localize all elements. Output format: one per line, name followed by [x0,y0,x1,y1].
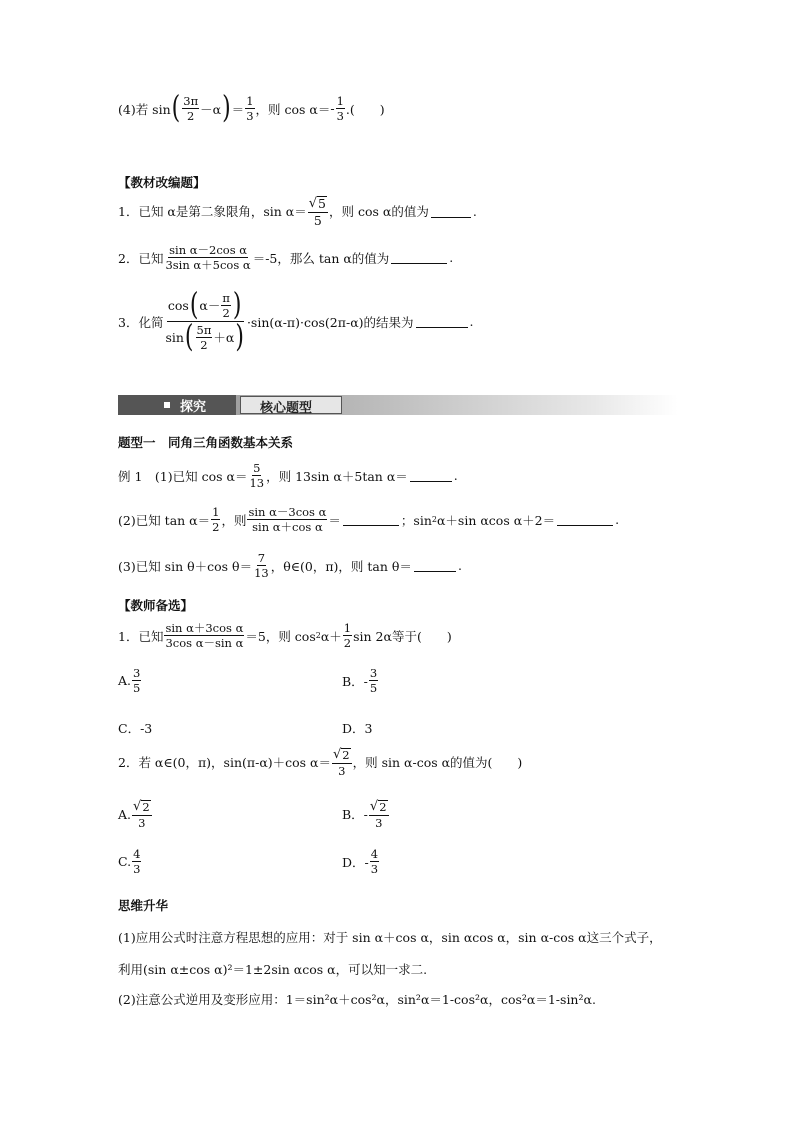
answer-blank[interactable] [416,315,468,328]
choice-a[interactable]: A. $\frac{3}{5}$ [118,666,141,696]
textbook-q3: 3．化简 cos ( α－ $\frac{\pi}{2}$ ) sin ( $\frac{5\pi}{2}$ ＋α ) ·sin(α-π)·cos(2π-α)的结果为 . [118,287,474,355]
summary-line-2: 利用(sin α±cos α)²＝1±2sin αcos α，可以知一求二. [118,962,428,977]
choice-c[interactable]: C．-3 [118,721,153,736]
textbook-q1: 1．已知 α是第二象限角，sin α＝ √ 5 5 ，则 cos α的值为 . [118,196,477,228]
choice-a[interactable]: A. √ 2 3 [118,799,150,830]
choice-b[interactable]: B．- $\frac{3}{5}$ [342,666,378,696]
answer-blank[interactable] [414,559,456,572]
answer-blank[interactable] [431,205,471,218]
teacher-q2: 2．若 α∈(0，π)，sin(π-α)＋cos α＝ √ 2 3 ，则 sin α-cos α的值为( ) [118,747,523,778]
answer-blank[interactable] [557,513,613,526]
bullet-icon [164,402,170,408]
teacher-header: 【教师备选】 [118,598,194,613]
summary-header: 思维升华 [118,898,169,913]
type1-title: 题型一 同角三角函数基本关系 [118,435,294,450]
answer-blank[interactable] [410,469,452,482]
item4-prefix: (4)若 sin [118,101,171,117]
answer-blank[interactable] [391,251,447,264]
section-banner [118,395,678,415]
choice-d[interactable]: D．- $\frac{4}{3}$ [342,847,379,877]
choice-b[interactable]: B．- √ 2 3 [342,799,387,830]
example1-part1: 例 1 (1)已知 cos α＝ $\frac{5}{13}$ ，则 13sin α＋5tan α＝ . [118,461,458,491]
banner-left-label: 探究 [180,400,207,415]
example1-part3: (3)已知 sin θ＋cos θ＝ $\frac{7}{13}$ ，θ∈(0，π)，则 tan θ＝ . [118,551,462,581]
example1-part2: (2)已知 tan α＝ $\frac{1}{2}$ ，则 $\frac{\text{sin α－3cos α}}{\text{sin α＋cos α}}$ ＝ ；sin 2 α＋sin αcos α＋2＝ . [118,505,620,535]
summary-line-3: (2)注意公式逆用及变形应用：1＝sin²α＋cos²α，sin²α＝1-cos²α，cos²α＝1-sin²α. [118,992,596,1007]
answer-blank[interactable] [343,513,399,526]
choice-c[interactable]: C. $\frac{4}{3}$ [118,847,141,877]
item-4: (4)若 sin ( $\frac{3\pi}{2}$ －α ) ＝ $\frac{1}{3}$ ，则 cos α＝ - $\frac{1}{3}$ .( ) [118,90,385,126]
textbook-header: 【教材改编题】 [118,175,206,190]
teacher-q1: 1．已知 $\frac{\text{sin α＋3cos α}}{\text{3cos α－sin α}}$ ＝5，则 cos 2 α＋ $\frac{1}{2}$ sin 2α等于( ) [118,621,452,651]
item4-frac: $\frac{3\pi}{2}$ [183,94,199,124]
summary-line-1: (1)应用公式时注意方程思想的应用：对于 sin α＋cos α，sin αcos α，sin α-cos α这三个式子， [118,930,662,945]
textbook-q2: 2．已知 $\frac{\text{sin α－2cos α}}{\text{3sin α＋5cos α}}$ ＝-5，那么 tan α的值为 . [118,243,454,273]
choice-d[interactable]: D．3 [342,721,373,736]
banner-right-label: 核心题型 [260,401,313,416]
